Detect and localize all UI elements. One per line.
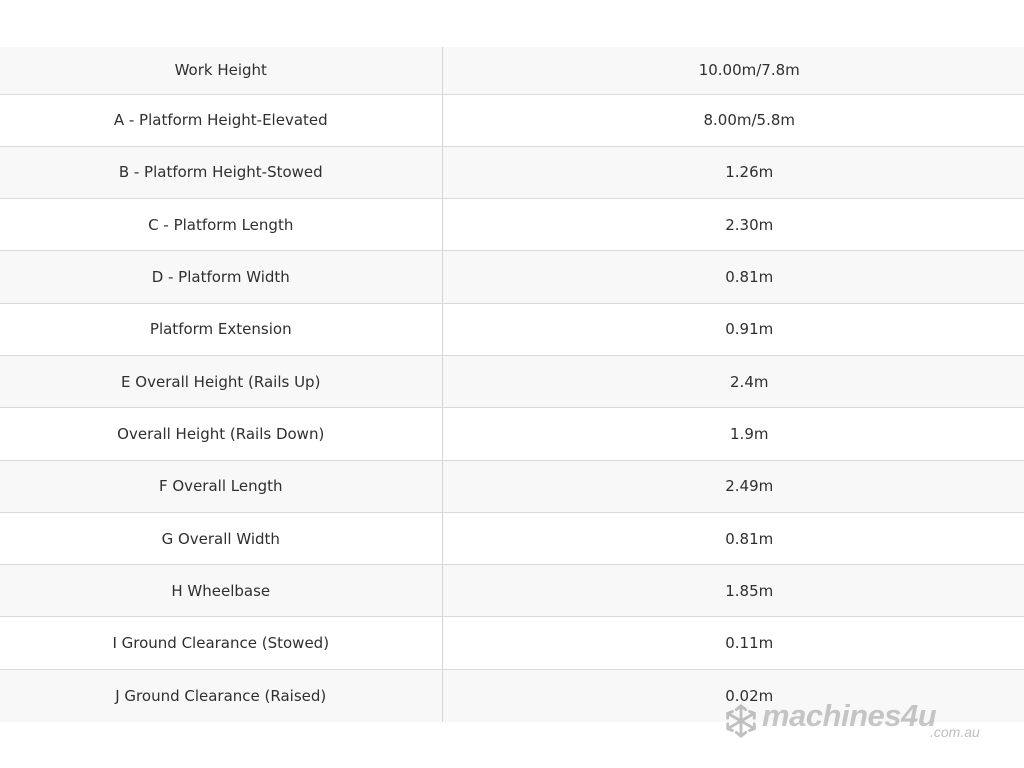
- spec-value: 2.30m: [442, 199, 1024, 251]
- spec-value: 0.11m: [442, 617, 1024, 669]
- spec-label: C - Platform Length: [0, 199, 442, 251]
- spec-label: E Overall Height (Rails Up): [0, 355, 442, 407]
- spec-label: Overall Height (Rails Down): [0, 408, 442, 460]
- spec-label: F Overall Length: [0, 460, 442, 512]
- snowflake-arrow-icon: [722, 702, 760, 740]
- spec-label: B - Platform Height-Stowed: [0, 146, 442, 198]
- spec-value: 2.49m: [442, 460, 1024, 512]
- table-row: [0, 94, 1024, 146]
- spec-label: I Ground Clearance (Stowed): [0, 617, 442, 669]
- table-row: [0, 512, 1024, 564]
- spec-label: A - Platform Height-Elevated: [0, 94, 442, 146]
- table-row: [0, 303, 1024, 355]
- spec-label: J Ground Clearance (Raised): [0, 669, 442, 721]
- table-row: [0, 199, 1024, 251]
- spec-value: 0.91m: [442, 303, 1024, 355]
- spec-value: 1.26m: [442, 146, 1024, 198]
- spec-value: 8.00m/5.8m: [442, 94, 1024, 146]
- spec-label: Work Height: [0, 47, 442, 94]
- brand-domain: .com.au: [930, 724, 980, 740]
- spec-value: 1.85m: [442, 565, 1024, 617]
- spec-value: 0.02m: [725, 686, 774, 705]
- table-row: [0, 47, 1024, 94]
- watermark-logo: [722, 700, 992, 744]
- table-row: [0, 355, 1024, 407]
- spec-label: G Overall Width: [0, 512, 442, 564]
- spec-value: 0.81m: [442, 251, 1024, 303]
- spec-label: Platform Extension: [0, 303, 442, 355]
- table-row: [0, 617, 1024, 669]
- specifications-table: [0, 47, 1024, 722]
- table-row: [0, 460, 1024, 512]
- spec-label: D - Platform Width: [0, 251, 442, 303]
- spec-label: H Wheelbase: [0, 565, 442, 617]
- table-row: [0, 251, 1024, 303]
- spec-value: 10.00m/7.8m: [442, 47, 1024, 94]
- table-row: [0, 146, 1024, 198]
- table-row: [0, 408, 1024, 460]
- table-row: [0, 565, 1024, 617]
- spec-value: 2.4m: [442, 355, 1024, 407]
- spec-value: 0.81m: [442, 512, 1024, 564]
- spec-value: 1.9m: [442, 408, 1024, 460]
- brand-wordmark: machines4u: [762, 698, 937, 733]
